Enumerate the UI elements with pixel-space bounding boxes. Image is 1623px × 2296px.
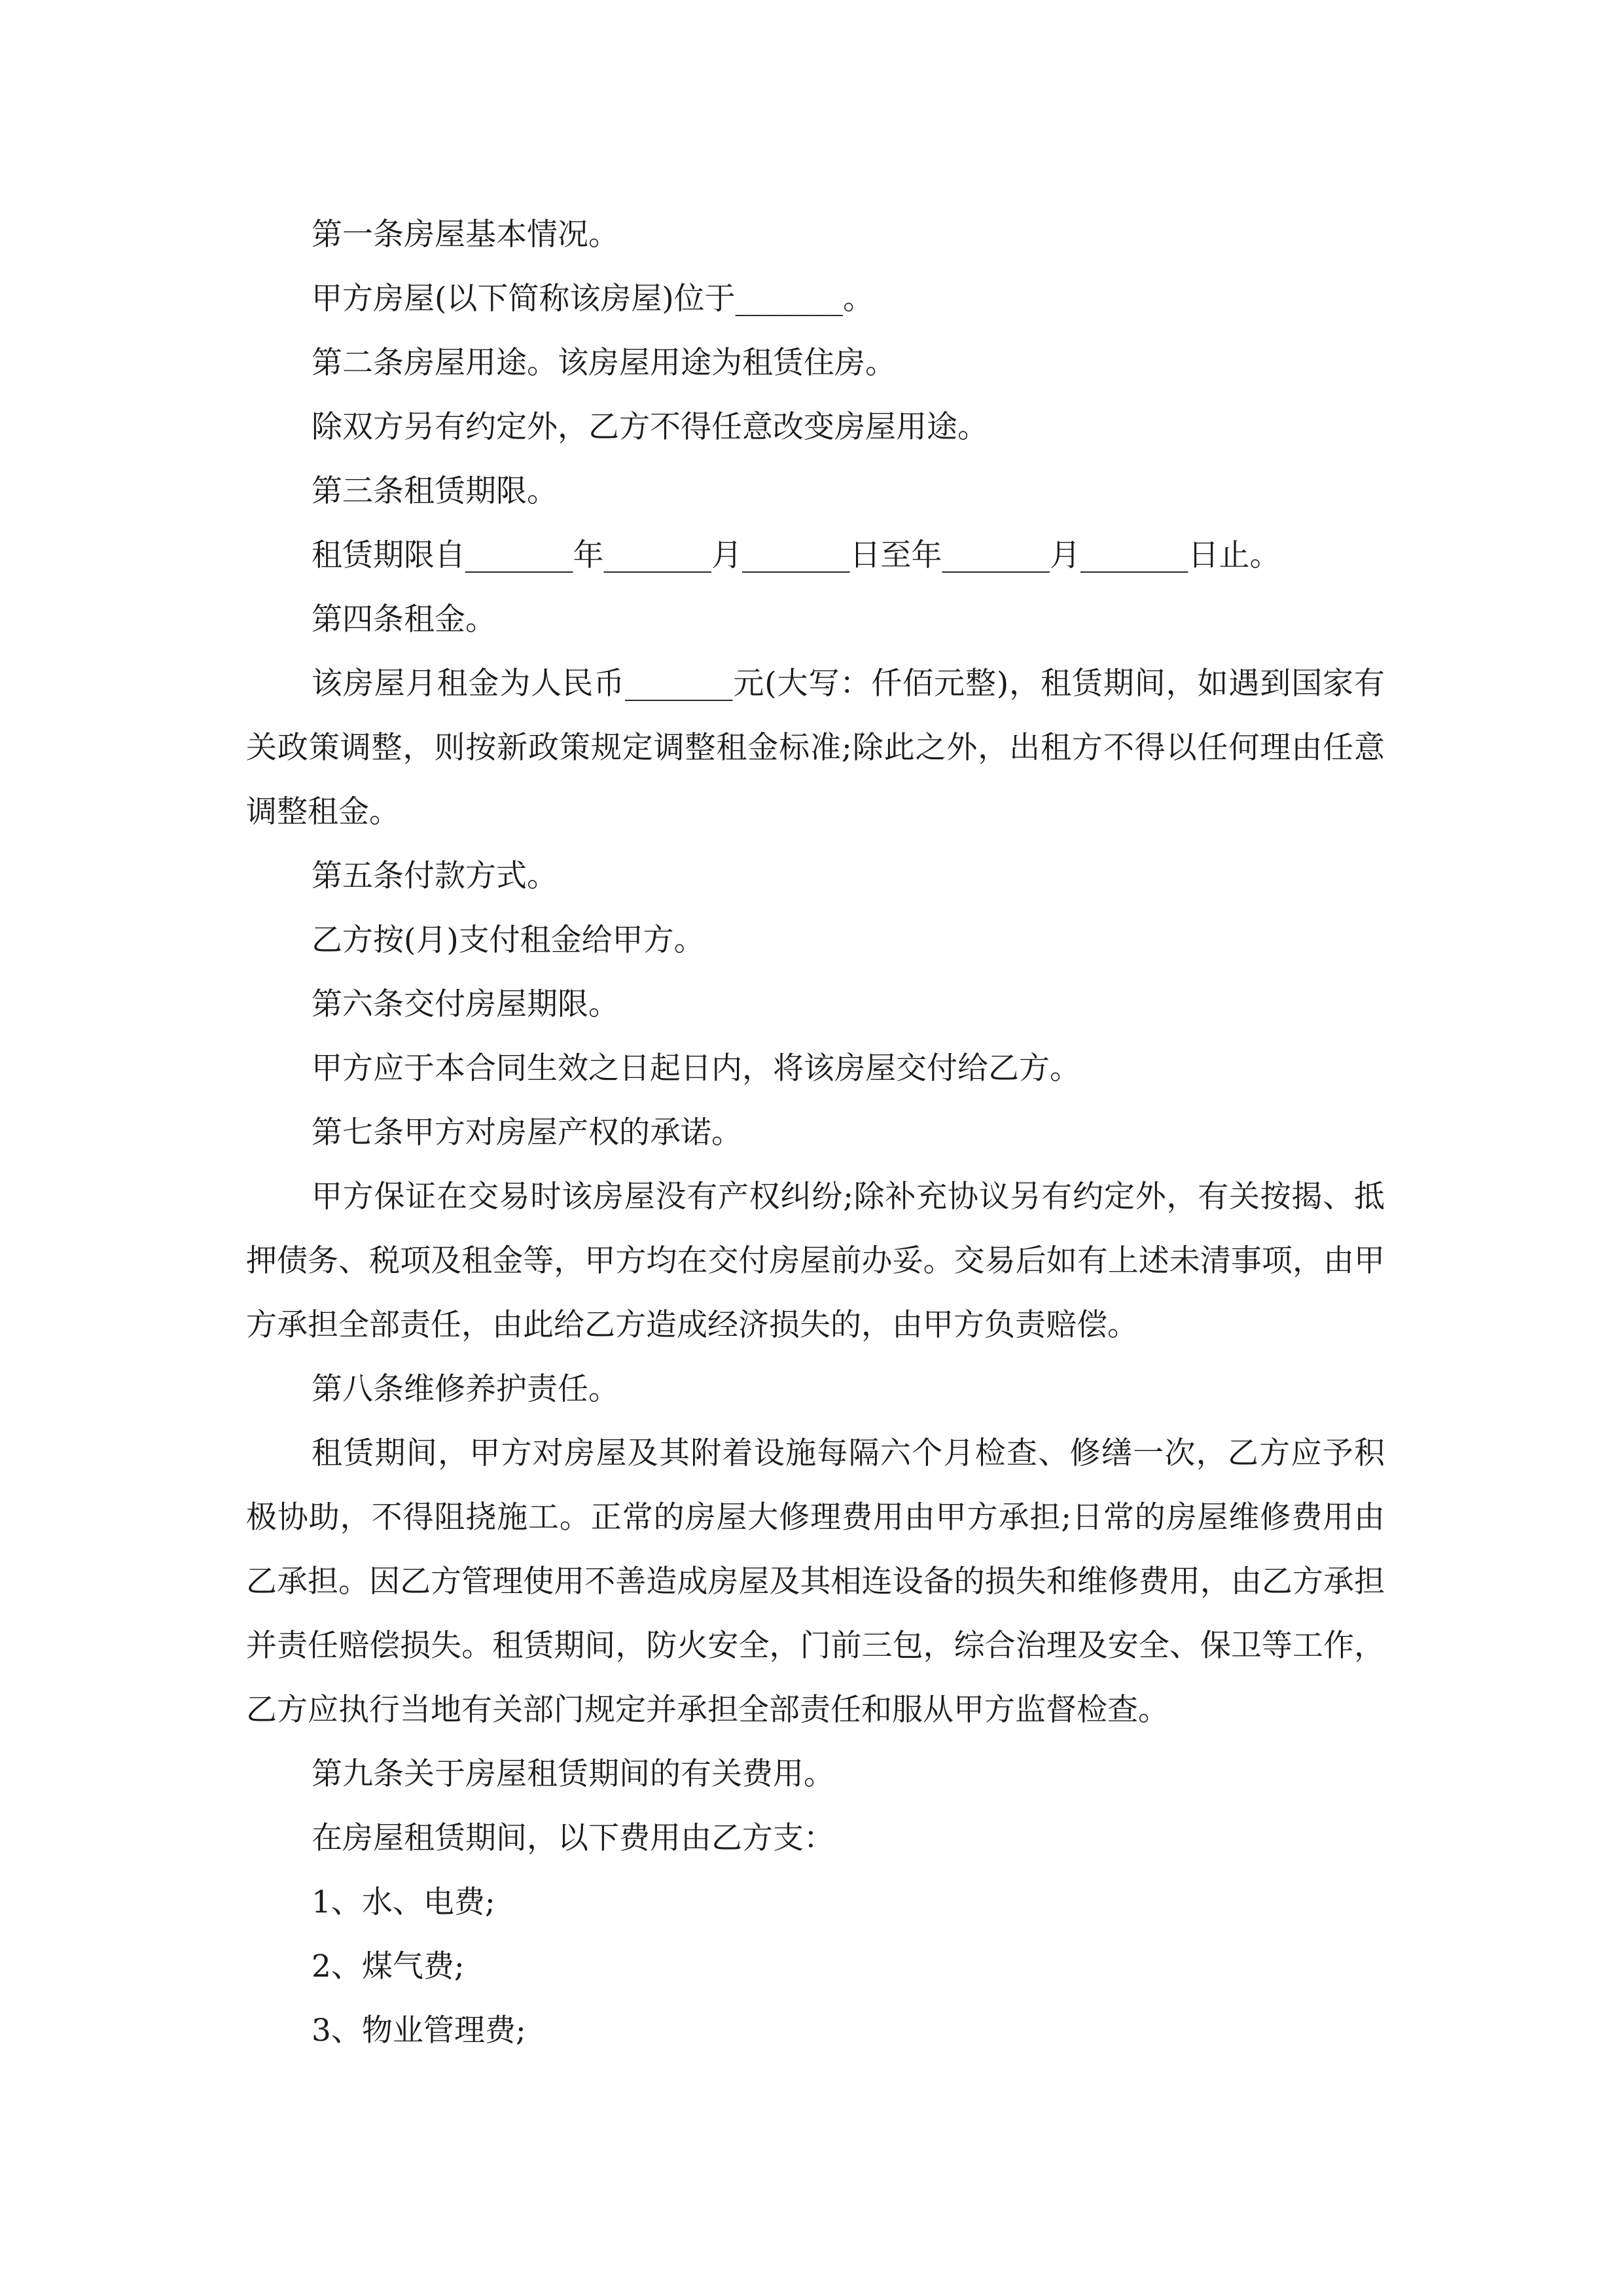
article-3-text: 租赁期限自_______年_______月_______日至年_______月_______日止。 xyxy=(312,537,1281,573)
article-8-heading: 第八条维修养护责任。 xyxy=(312,1371,619,1407)
article-9-heading: 第九条关于房屋租赁期间的有关费用。 xyxy=(312,1756,834,1792)
document-body xyxy=(246,203,1385,2063)
article-2-heading: 第二条房屋用途。该房屋用途为租赁住房。 xyxy=(312,345,896,381)
article-1-text: 甲方房屋(以下简称该房屋)位于_______。 xyxy=(312,281,874,317)
article-4-text: 该房屋月租金为人民币_______元(大写：仟佰元整)，租赁期间，如遇到国家有关政策调整，则按新政策规定调整租金标准;除此之外，出租方不得以任何理由任意调整租金。 xyxy=(246,666,1385,830)
fee-item-3: 3、物业管理费; xyxy=(312,2013,526,2049)
article-6-heading: 第六条交付房屋期限。 xyxy=(312,986,619,1022)
article-9-text: 在房屋租赁期间，以下费用由乙方支： xyxy=(312,1820,834,1856)
article-6-text: 甲方应于本合同生效之日起日内，将该房屋交付给乙方。 xyxy=(312,1050,1080,1086)
fee-item-1: 1、水、电费; xyxy=(312,1884,495,1920)
article-5-text: 乙方按(月)支付租金给甲方。 xyxy=(312,922,705,958)
article-2-text: 除双方另有约定外，乙方不得任意改变房屋用途。 xyxy=(312,409,988,445)
article-5-heading: 第五条付款方式。 xyxy=(312,858,558,894)
article-1-heading: 第一条房屋基本情况。 xyxy=(312,217,619,253)
article-3-heading: 第三条租赁期限。 xyxy=(312,473,558,509)
fee-item-2: 2、煤气费; xyxy=(312,1948,465,1984)
article-8-text: 租赁期间，甲方对房屋及其附着设施每隔六个月检查、修缮一次，乙方应予积极协助，不得阻挠施工。正常的房屋大修理费用由甲方承担;日常的房屋维修费用由乙承担。因乙方管理使用不善造成房屋及其相连设备的损失和维修费用，由乙方承担并责任赔偿损失。租赁期间，防火安全，门前三包，综合治理及安全、保卫等工作，乙方应执行当地有关部门规定并承担全部责任和服从甲方监督检查。 xyxy=(246,1435,1385,1728)
article-4-heading: 第四条租金。 xyxy=(312,601,496,637)
article-7-text: 甲方保证在交易时该房屋没有产权纠纷;除补充协议另有约定外，有关按揭、抵押债务、税项及租金等，甲方均在交付房屋前办妥。交易后如有上述未清事项，由甲方承担全部责任，由此给乙方造成经济损失的，由甲方负责赔偿。 xyxy=(246,1179,1385,1343)
article-7-heading: 第七条甲方对房屋产权的承诺。 xyxy=(312,1115,742,1151)
